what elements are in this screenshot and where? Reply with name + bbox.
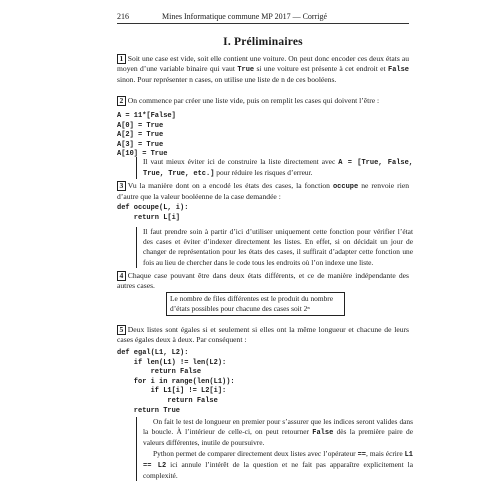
note-q5: On fait le test de longueur en premier pour s’assurer que les indices seront valides dans la boucle. À l’intérieur de celle-ci, on peut retourner False dès la première paire de valeurs différentes, inutile de poursuivre. Python permet de comparer directement deux listes avec l’opérateur ==, mais écrire L1 == L2 ici annule l’intérêt de la question et ne fait pas apparaître explicitement la complexité.: [136, 417, 413, 481]
question-number: 3: [117, 181, 126, 191]
question-number: 2: [117, 96, 126, 106]
code-block-q2: A = 11*[False] A[0] = True A[2] = True A[3] = True A[10] = True: [117, 112, 176, 159]
question-2: 2 On commence par créer une liste vide, puis on remplit les cases qui doivent l’être :: [117, 96, 409, 106]
question-number: 5: [117, 325, 126, 335]
note-q3: Il faut prendre soin à partir d’ici d’utiliser uniquement cette fonction pour vérifier l’état des cases et éviter d’indexer directement les listes. En effet, si on décidait un jour de changer de représentation pour les états des cases, il suffirait d’adapter cette fonction une fois au lieu de chercher dans le code tous les endroits où l’on indexe une liste.: [136, 227, 413, 268]
question-5: 5 Deux listes sont égales si et seulement si elles ont la même longueur et chacune de leurs cases égales deux à deux. Par conséquent :: [117, 325, 409, 345]
code-block-q5: def egal(L1, L2): if len(L1) != len(L2): return False for i in range(len(L1)): if L1[i] != L2[i]: return False return True: [117, 349, 235, 415]
keyword-occupe: occupe: [332, 183, 359, 191]
page-number: 216: [117, 12, 129, 21]
question-1: 1 Soit une case est vide, soit elle contient une voiture. On peut donc encoder ces deux états au moyen d’une variable binaire qui vaut True si une voiture est présente à cet endroit et False sinon. Pour représenter n cases, on utilise une liste de n de ces booléens.: [117, 54, 410, 85]
header-rule: [117, 23, 409, 24]
question-number: 4: [117, 271, 126, 281]
note-q2: Il vaut mieux éviter ici de construire la liste directement avec A = [True, False, True, True, etc.] pour réduire les risques d’erreur.: [136, 157, 413, 179]
keyword-true: True: [237, 66, 255, 75]
keyword-false: False: [388, 66, 410, 75]
question-3: 3 Vu la manière dont on a encodé les états des cases, la fonction occupe ne renvoie rien d’autre que la valeur booléenne de la case demandée :: [117, 181, 409, 202]
header-title: Mines Informatique commune MP 2017 — Corrigé: [162, 12, 328, 21]
boxed-result: Le nombre de files différentes est le produit du nombre d’états possibles pour chacune des cases soit 2ⁿ: [166, 292, 345, 316]
code-block-q3: def occupe(L, i): return L[i]: [117, 204, 189, 222]
question-4: 4 Chaque case pouvant être dans deux états différents, et ce de manière indépendante des autres cases.: [117, 271, 409, 291]
section-title: I. Préliminaires: [223, 36, 303, 48]
question-number: 1: [117, 54, 126, 64]
